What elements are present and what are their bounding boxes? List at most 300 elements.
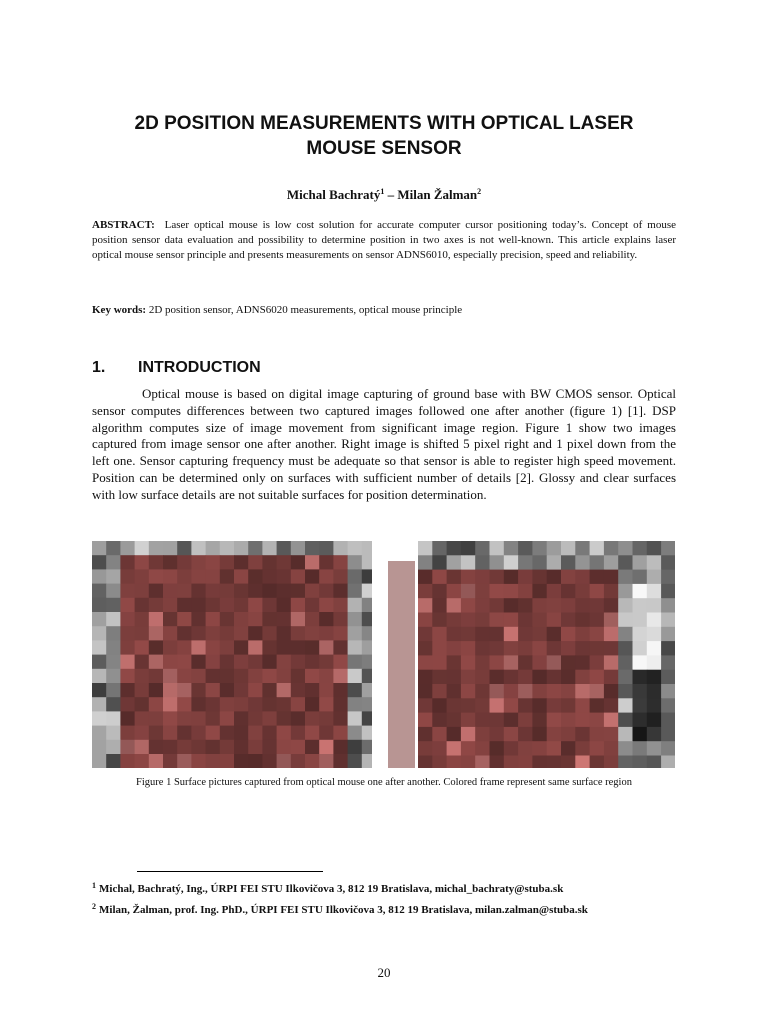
surface-pixel <box>561 598 576 613</box>
surface-pixel <box>135 555 150 570</box>
surface-pixel <box>362 640 372 655</box>
surface-pixel <box>362 683 372 698</box>
surface-pixel <box>277 754 292 768</box>
surface-pixel <box>575 670 590 685</box>
surface-pixel <box>149 740 164 755</box>
surface-pixel <box>475 641 490 656</box>
surface-pixel <box>490 756 505 769</box>
surface-pixel <box>418 727 433 742</box>
surface-pixel <box>547 684 562 699</box>
surface-pixel <box>333 754 348 768</box>
surface-pixel <box>305 569 320 584</box>
surface-pixel <box>447 641 462 656</box>
surface-pixel <box>461 555 476 570</box>
surface-pixel <box>248 555 263 570</box>
surface-pixel <box>604 613 619 628</box>
surface-pixel <box>432 741 447 756</box>
surface-pixel <box>333 697 348 712</box>
surface-pixel <box>504 541 519 556</box>
surface-pixel <box>604 670 619 685</box>
surface-pixel <box>518 541 533 556</box>
surface-pixel <box>461 670 476 685</box>
surface-pixel <box>490 584 505 599</box>
surface-pixel <box>248 711 263 726</box>
surface-pixel <box>92 626 107 641</box>
surface-pixel <box>277 697 292 712</box>
surface-pixel <box>633 613 648 628</box>
surface-pixel <box>305 754 320 768</box>
surface-pixel <box>348 754 363 768</box>
surface-pixel <box>633 641 648 656</box>
surface-pixel <box>191 683 206 698</box>
surface-pixel <box>277 655 292 670</box>
surface-pixel <box>575 756 590 769</box>
surface-pixel <box>418 613 433 628</box>
footnote-rule <box>137 871 323 872</box>
surface-pixel <box>291 569 306 584</box>
surface-pixel <box>561 727 576 742</box>
surface-pixel <box>590 741 605 756</box>
figure-right-pixels <box>418 541 675 768</box>
surface-pixel <box>547 641 562 656</box>
surface-pixel <box>575 613 590 628</box>
surface-pixel <box>561 698 576 713</box>
surface-pixel <box>177 697 192 712</box>
surface-pixel <box>590 655 605 670</box>
surface-pixel <box>518 584 533 599</box>
surface-pixel <box>149 640 164 655</box>
surface-pixel <box>262 669 277 684</box>
surface-pixel <box>504 756 519 769</box>
surface-pixel <box>120 598 135 613</box>
footnote-1-mark: 1 <box>92 881 96 890</box>
surface-pixel <box>149 626 164 641</box>
surface-pixel <box>547 627 562 642</box>
surface-pixel <box>248 754 263 768</box>
surface-pixel <box>248 726 263 741</box>
surface-pixel <box>291 612 306 627</box>
surface-pixel <box>575 641 590 656</box>
surface-pixel <box>106 683 121 698</box>
surface-pixel <box>234 555 249 570</box>
surface-pixel <box>248 584 263 599</box>
surface-pixel <box>262 626 277 641</box>
surface-pixel <box>234 598 249 613</box>
surface-pixel <box>319 598 334 613</box>
surface-pixel <box>661 598 675 613</box>
surface-pixel <box>504 641 519 656</box>
surface-pixel <box>206 584 221 599</box>
surface-pixel <box>590 541 605 556</box>
surface-pixel <box>234 655 249 670</box>
surface-pixel <box>92 584 107 599</box>
surface-pixel <box>135 598 150 613</box>
surface-pixel <box>547 570 562 585</box>
surface-pixel <box>590 698 605 713</box>
surface-pixel <box>206 541 221 556</box>
surface-pixel <box>590 713 605 728</box>
surface-pixel <box>135 612 150 627</box>
surface-pixel <box>490 741 505 756</box>
surface-pixel <box>106 726 121 741</box>
surface-pixel <box>432 641 447 656</box>
page-number: 20 <box>377 965 391 980</box>
surface-pixel <box>234 626 249 641</box>
surface-pixel <box>191 740 206 755</box>
surface-pixel <box>149 612 164 627</box>
surface-pixel <box>418 655 433 670</box>
surface-pixel <box>319 612 334 627</box>
surface-pixel <box>575 655 590 670</box>
surface-pixel <box>177 541 192 556</box>
surface-pixel <box>447 741 462 756</box>
surface-pixel <box>177 640 192 655</box>
section-title: INTRODUCTION <box>138 359 261 376</box>
surface-pixel <box>547 584 562 599</box>
surface-pixel <box>475 570 490 585</box>
surface-pixel <box>518 756 533 769</box>
surface-pixel <box>604 713 619 728</box>
surface-pixel <box>135 726 150 741</box>
surface-pixel <box>248 683 263 698</box>
surface-pixel <box>618 684 633 699</box>
surface-pixel <box>120 655 135 670</box>
surface-pixel <box>618 613 633 628</box>
surface-pixel <box>234 754 249 768</box>
surface-pixel <box>647 741 662 756</box>
surface-pixel <box>504 555 519 570</box>
surface-pixel <box>262 598 277 613</box>
surface-pixel <box>234 569 249 584</box>
surface-pixel <box>149 541 164 556</box>
surface-pixel <box>262 697 277 712</box>
surface-pixel <box>277 683 292 698</box>
surface-pixel <box>106 626 121 641</box>
surface-pixel <box>163 541 178 556</box>
surface-pixel <box>177 598 192 613</box>
surface-pixel <box>220 584 235 599</box>
surface-pixel <box>291 640 306 655</box>
surface-pixel <box>248 655 263 670</box>
surface-pixel <box>432 655 447 670</box>
surface-pixel <box>633 684 648 699</box>
surface-pixel <box>163 569 178 584</box>
surface-pixel <box>561 741 576 756</box>
surface-pixel <box>590 756 605 769</box>
surface-pixel <box>177 555 192 570</box>
surface-pixel <box>475 541 490 556</box>
surface-pixel <box>547 555 562 570</box>
surface-pixel <box>647 713 662 728</box>
surface-pixel <box>333 669 348 684</box>
surface-pixel <box>418 756 433 769</box>
surface-pixel <box>490 598 505 613</box>
surface-pixel <box>291 697 306 712</box>
surface-pixel <box>647 555 662 570</box>
surface-pixel <box>518 598 533 613</box>
surface-pixel <box>163 612 178 627</box>
surface-pixel <box>647 598 662 613</box>
surface-pixel <box>234 740 249 755</box>
surface-pixel <box>547 713 562 728</box>
surface-pixel <box>163 669 178 684</box>
surface-pixel <box>490 713 505 728</box>
surface-pixel <box>177 669 192 684</box>
surface-pixel <box>575 698 590 713</box>
surface-pixel <box>120 612 135 627</box>
surface-pixel <box>206 598 221 613</box>
surface-pixel <box>106 541 121 556</box>
surface-pixel <box>633 584 648 599</box>
surface-pixel <box>319 555 334 570</box>
surface-pixel <box>177 626 192 641</box>
surface-pixel <box>149 655 164 670</box>
surface-pixel <box>177 655 192 670</box>
surface-pixel <box>220 555 235 570</box>
surface-pixel <box>475 670 490 685</box>
surface-pixel <box>418 713 433 728</box>
surface-pixel <box>590 584 605 599</box>
surface-pixel <box>362 541 372 556</box>
footnote-2-text: Milan, Žalman, prof. Ing. PhD., ÚRPI FEI STU Ilkovičova 3, 812 19 Bratislava, milan.zalman@stuba.sk <box>99 904 588 916</box>
surface-pixel <box>590 684 605 699</box>
surface-pixel <box>504 727 519 742</box>
surface-pixel <box>461 627 476 642</box>
surface-pixel <box>362 612 372 627</box>
surface-pixel <box>191 584 206 599</box>
surface-pixel <box>461 655 476 670</box>
surface-pixel <box>291 726 306 741</box>
author-1: Michal Bachratý <box>286 187 381 202</box>
surface-pixel <box>277 640 292 655</box>
surface-pixel <box>432 613 447 628</box>
surface-pixel <box>106 640 121 655</box>
surface-pixel <box>177 754 192 768</box>
figure-caption: Figure 1 Surface pictures captured from optical mouse one after another. Colored frame represent same surface region <box>136 777 632 788</box>
surface-pixel <box>220 626 235 641</box>
surface-pixel <box>248 697 263 712</box>
surface-pixel <box>547 727 562 742</box>
surface-pixel <box>319 697 334 712</box>
surface-pixel <box>92 612 107 627</box>
surface-pixel <box>135 584 150 599</box>
surface-pixel <box>135 626 150 641</box>
surface-pixel <box>647 584 662 599</box>
surface-pixel <box>305 697 320 712</box>
surface-pixel <box>92 697 107 712</box>
surface-pixel <box>575 684 590 699</box>
surface-pixel <box>633 570 648 585</box>
surface-pixel <box>518 655 533 670</box>
surface-pixel <box>291 555 306 570</box>
surface-pixel <box>348 669 363 684</box>
surface-pixel <box>120 683 135 698</box>
surface-pixel <box>191 697 206 712</box>
author-line <box>92 187 676 203</box>
surface-pixel <box>633 627 648 642</box>
surface-pixel <box>106 569 121 584</box>
surface-pixel <box>220 655 235 670</box>
surface-pixel <box>333 555 348 570</box>
surface-pixel <box>135 754 150 768</box>
surface-pixel <box>532 670 547 685</box>
surface-pixel <box>532 727 547 742</box>
surface-pixel <box>163 555 178 570</box>
surface-pixel <box>333 726 348 741</box>
surface-pixel <box>447 655 462 670</box>
surface-pixel <box>432 698 447 713</box>
surface-pixel <box>291 754 306 768</box>
surface-pixel <box>305 655 320 670</box>
surface-pixel <box>447 756 462 769</box>
surface-pixel <box>604 641 619 656</box>
surface-pixel <box>604 598 619 613</box>
section-heading <box>92 359 261 377</box>
surface-pixel <box>447 727 462 742</box>
surface-pixel <box>447 541 462 556</box>
surface-pixel <box>234 711 249 726</box>
surface-pixel <box>547 655 562 670</box>
surface-pixel <box>206 740 221 755</box>
surface-pixel <box>262 612 277 627</box>
surface-pixel <box>135 640 150 655</box>
abstract <box>92 218 676 263</box>
surface-pixel <box>248 541 263 556</box>
surface-pixel <box>590 613 605 628</box>
surface-pixel <box>561 684 576 699</box>
surface-pixel <box>618 727 633 742</box>
surface-pixel <box>135 683 150 698</box>
surface-pixel <box>106 598 121 613</box>
surface-pixel <box>461 756 476 769</box>
surface-pixel <box>348 584 363 599</box>
surface-pixel <box>163 640 178 655</box>
surface-pixel <box>135 669 150 684</box>
surface-pixel <box>561 756 576 769</box>
surface-pixel <box>532 684 547 699</box>
surface-pixel <box>333 598 348 613</box>
surface-pixel <box>547 756 562 769</box>
surface-pixel <box>305 541 320 556</box>
surface-pixel <box>234 669 249 684</box>
surface-pixel <box>106 669 121 684</box>
surface-pixel <box>475 684 490 699</box>
footnote-1 <box>92 877 692 898</box>
surface-pixel <box>518 698 533 713</box>
surface-pixel <box>418 584 433 599</box>
surface-pixel <box>191 612 206 627</box>
surface-pixel <box>590 555 605 570</box>
surface-pixel <box>647 570 662 585</box>
surface-pixel <box>206 640 221 655</box>
surface-pixel <box>475 655 490 670</box>
surface-pixel <box>248 640 263 655</box>
footnote-2-mark: 2 <box>92 902 96 911</box>
surface-pixel <box>604 727 619 742</box>
surface-pixel <box>305 640 320 655</box>
surface-pixel <box>348 541 363 556</box>
surface-pixel <box>319 640 334 655</box>
surface-pixel <box>518 713 533 728</box>
surface-pixel <box>120 669 135 684</box>
surface-pixel <box>305 669 320 684</box>
surface-pixel <box>618 555 633 570</box>
surface-pixel <box>348 711 363 726</box>
surface-pixel <box>633 555 648 570</box>
surface-pixel <box>177 740 192 755</box>
surface-pixel <box>362 555 372 570</box>
surface-pixel <box>177 683 192 698</box>
surface-pixel <box>206 626 221 641</box>
surface-pixel <box>547 670 562 685</box>
figure-left-image <box>92 541 372 768</box>
surface-pixel <box>220 640 235 655</box>
surface-pixel <box>661 655 675 670</box>
surface-pixel <box>575 598 590 613</box>
surface-pixel <box>333 584 348 599</box>
surface-pixel <box>633 655 648 670</box>
surface-pixel <box>475 613 490 628</box>
paper-title <box>92 111 676 161</box>
surface-pixel <box>362 697 372 712</box>
surface-pixel <box>532 613 547 628</box>
surface-pixel <box>432 555 447 570</box>
surface-pixel <box>518 627 533 642</box>
surface-pixel <box>92 683 107 698</box>
surface-pixel <box>291 683 306 698</box>
surface-pixel <box>447 584 462 599</box>
surface-pixel <box>177 726 192 741</box>
surface-pixel <box>106 584 121 599</box>
surface-pixel <box>220 697 235 712</box>
surface-pixel <box>149 754 164 768</box>
surface-pixel <box>575 627 590 642</box>
surface-pixel <box>618 598 633 613</box>
surface-pixel <box>163 754 178 768</box>
surface-pixel <box>262 584 277 599</box>
figure-right-shift-strip <box>388 561 415 768</box>
surface-pixel <box>362 584 372 599</box>
surface-pixel <box>604 555 619 570</box>
surface-pixel <box>305 612 320 627</box>
surface-pixel <box>418 684 433 699</box>
surface-pixel <box>135 569 150 584</box>
surface-pixel <box>348 598 363 613</box>
surface-pixel <box>362 740 372 755</box>
surface-pixel <box>604 570 619 585</box>
surface-pixel <box>177 569 192 584</box>
surface-pixel <box>234 640 249 655</box>
surface-pixel <box>475 713 490 728</box>
surface-pixel <box>561 713 576 728</box>
surface-pixel <box>504 584 519 599</box>
footnote-1-text: Michal, Bachratý, Ing., ÚRPI FEI STU Ilkovičova 3, 812 19 Bratislava, michal_bachraty@stuba.sk <box>99 883 564 895</box>
surface-pixel <box>490 570 505 585</box>
surface-pixel <box>106 711 121 726</box>
surface-pixel <box>277 584 292 599</box>
surface-pixel <box>348 697 363 712</box>
surface-pixel <box>220 754 235 768</box>
surface-pixel <box>447 598 462 613</box>
surface-pixel <box>277 740 292 755</box>
surface-pixel <box>618 713 633 728</box>
surface-pixel <box>149 726 164 741</box>
surface-pixel <box>163 655 178 670</box>
surface-pixel <box>348 569 363 584</box>
surface-pixel <box>575 584 590 599</box>
surface-pixel <box>120 697 135 712</box>
surface-pixel <box>92 726 107 741</box>
